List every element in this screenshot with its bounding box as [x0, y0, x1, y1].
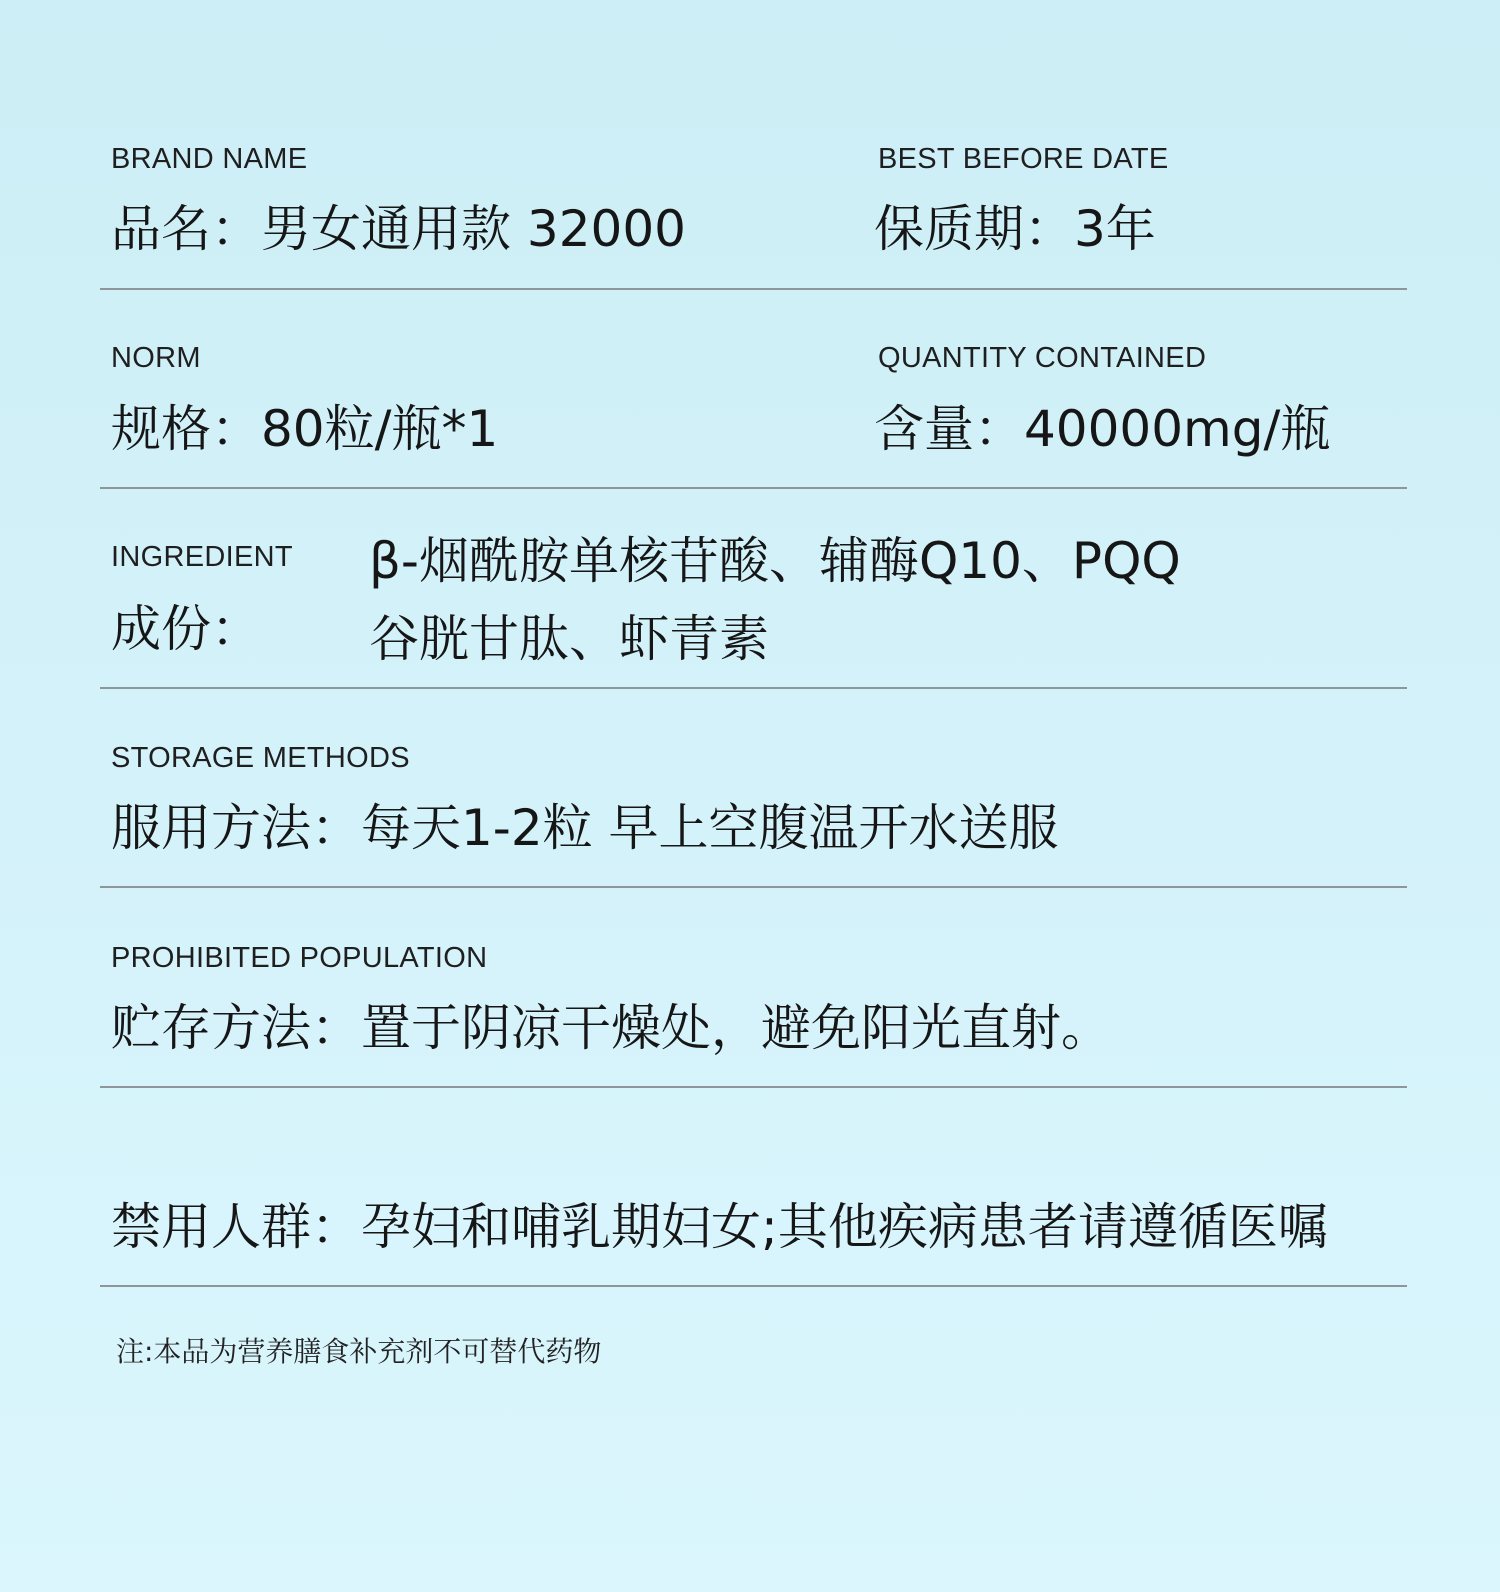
divider [100, 1285, 1407, 1287]
usage-value: 服用方法：每天1-2粒 早上空腹温开水送服 [111, 799, 1059, 857]
footnote: 注:本品为营养膳食补充剂不可替代药物 [116, 1335, 602, 1368]
prohibited-population-value: 禁用人群：孕妇和哺乳期妇女;其他疾病患者请遵循医嘱 [111, 1198, 1328, 1256]
divider [100, 886, 1407, 888]
storage-value: 贮存方法：置于阴凉干燥处，避免阳光直射。 [111, 999, 1111, 1057]
quantity-label: QUANTITY CONTAINED [878, 342, 1207, 374]
ingredient-label: INGREDIENT [111, 541, 293, 573]
divider [100, 487, 1407, 489]
best-before-value: 保质期：3年 [874, 200, 1156, 258]
brand-name-label: BRAND NAME [111, 143, 308, 175]
ingredient-line-1: β-烟酰胺单核苷酸、辅酶Q10、PQQ [369, 532, 1181, 590]
ingredient-line-2: 谷胱甘肽、虾青素 [369, 610, 769, 668]
storage-label: STORAGE METHODS [111, 742, 410, 774]
best-before-label: BEST BEFORE DATE [878, 143, 1169, 175]
brand-name-value: 品名：男女通用款 32000 [111, 200, 686, 258]
prohibited-label: PROHIBITED POPULATION [111, 942, 488, 974]
ingredient-zh-label: 成份： [111, 600, 261, 658]
divider [100, 687, 1407, 689]
norm-label: NORM [111, 342, 201, 374]
divider [100, 1086, 1407, 1088]
quantity-value: 含量：40000mg/瓶 [874, 400, 1331, 458]
norm-value: 规格：80粒/瓶*1 [111, 400, 499, 458]
divider [100, 288, 1407, 290]
